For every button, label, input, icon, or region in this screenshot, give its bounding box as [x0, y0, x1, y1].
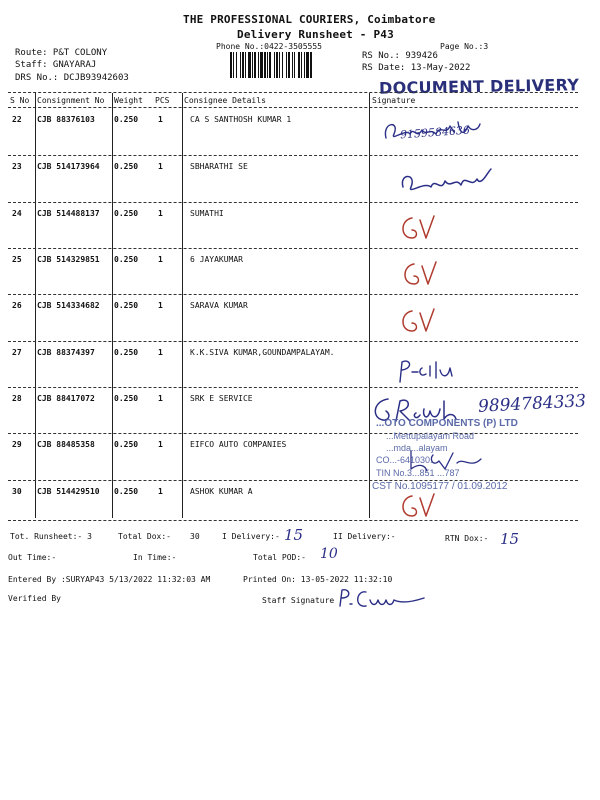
stamp-line-2: ...mda...alayam	[386, 443, 448, 453]
tot-runsheet: Tot. Runsheet:- 3	[10, 532, 92, 541]
signature-row-23	[395, 163, 505, 203]
rtn-dox-label: RTN Dox:-	[445, 534, 489, 543]
row-sno: 24	[12, 209, 22, 218]
rtn-dox-value: 15	[500, 530, 520, 548]
row-consignee: CA S SANTHOSH KUMAR 1	[190, 115, 292, 124]
route-label: Route: P&T COLONY	[15, 48, 108, 58]
total-dox-value: 30	[190, 532, 200, 541]
col-sno: S No	[10, 96, 30, 105]
handwritten-phone-row-22: 9159584636	[399, 123, 471, 142]
row-consignee: K.K.SIVA KUMAR,GOUNDAMPALAYAM.	[190, 348, 335, 357]
row-weight: 0.250	[114, 115, 139, 124]
row-consignment: CJB 88417072	[37, 394, 95, 403]
row-consignee: 6 JAYAKUMAR	[190, 255, 243, 264]
row-weight: 0.250	[114, 348, 139, 357]
col-signature: Signature	[372, 96, 416, 105]
signature-row-26	[398, 305, 438, 337]
row-weight: 0.250	[114, 209, 139, 218]
row-consignment: CJB 514488137	[37, 209, 100, 218]
verified-by: Verified By	[8, 594, 61, 603]
row-consignment: CJB 514173964	[37, 162, 100, 171]
row-consignee: SRK E SERVICE	[190, 394, 253, 403]
total-pod-value: 10	[320, 546, 338, 562]
row-consignment: CJB 88485358	[37, 440, 95, 449]
row-pcs: 1	[158, 440, 163, 449]
row-sno: 28	[12, 394, 22, 403]
printed-on: Printed On: 13-05-2022 11:32:10	[243, 575, 393, 584]
signature-row-25	[400, 258, 440, 290]
company-title: THE PROFESSIONAL COURIERS, Coimbatore	[183, 13, 436, 26]
out-time: Out Time:-	[8, 553, 57, 562]
barcode	[230, 52, 354, 78]
total-pod-label: Total POD:-	[253, 553, 306, 562]
row-sno: 26	[12, 301, 22, 310]
rs-date: RS Date: 13-May-2022	[362, 63, 471, 73]
stamp-tin: TIN No.3...851 ...787	[376, 468, 460, 478]
row-pcs: 1	[158, 301, 163, 310]
row-pcs: 1	[158, 487, 163, 496]
signature-row-27	[396, 356, 476, 386]
runsheet-title: Delivery Runsheet - P43	[237, 28, 394, 41]
row-pcs: 1	[158, 209, 163, 218]
stamp-line-1: ...Mettupalayam Road	[386, 431, 475, 441]
row-sno: 29	[12, 440, 22, 449]
staff-signature	[336, 586, 436, 612]
row-sno: 22	[12, 115, 22, 124]
row-consignee: SUMATHI	[190, 209, 224, 218]
total-dox-label: Total Dox:-	[118, 532, 171, 541]
row-consignee: EIFCO AUTO COMPANIES	[190, 440, 287, 449]
row-sno: 27	[12, 348, 22, 357]
row-consignment: CJB 514334682	[37, 301, 100, 310]
row-pcs: 1	[158, 162, 163, 171]
row-consignment: CJB 514329851	[37, 255, 100, 264]
row-sno: 23	[12, 162, 22, 171]
signature-row-29	[405, 445, 495, 475]
row-consignee: SARAVA KUMAR	[190, 301, 248, 310]
in-time: In Time:-	[133, 553, 177, 562]
i-delivery-label: I Delivery:-	[222, 532, 280, 541]
col-consignee: Consignee Details	[184, 96, 266, 105]
drs-number: DRS No.: DCJB93942603	[15, 73, 129, 83]
document-delivery-stamp: DOCUMENT DELIVERY	[378, 75, 580, 98]
col-weight: Weight	[114, 96, 143, 105]
phone-number: Phone No.:0422-3505555	[216, 42, 322, 51]
rs-number: RS No.: 939426	[362, 51, 438, 61]
ii-delivery-label: II Delivery:-	[333, 532, 396, 541]
page-number: Page No.:3	[440, 42, 489, 51]
row-pcs: 1	[158, 348, 163, 357]
row-sno: 30	[12, 487, 22, 496]
row-weight: 0.250	[114, 394, 139, 403]
row-weight: 0.250	[114, 162, 139, 171]
staff-signature-label: Staff Signature	[262, 596, 335, 605]
row-consignment: CJB 514429510	[37, 487, 100, 496]
row-weight: 0.250	[114, 255, 139, 264]
i-delivery-value: 15	[284, 526, 304, 544]
row-consignee: SBHARATHI SE	[190, 162, 248, 171]
row-weight: 0.250	[114, 301, 139, 310]
row-consignee: ASHOK KUMAR A	[190, 487, 253, 496]
stamp-line-3: CO...-641030.	[376, 455, 433, 465]
col-consignment: Consignment No	[37, 96, 105, 105]
signature-row-24	[398, 212, 438, 244]
row-pcs: 1	[158, 115, 163, 124]
stamp-cst: CST No.1095177 / 01.09.2012	[372, 481, 508, 492]
stamp-company-name: ...OTO COMPONENTS (P) LTD	[376, 418, 518, 429]
handwritten-phone-row-28: 9894784333	[477, 391, 587, 417]
row-pcs: 1	[158, 394, 163, 403]
row-sno: 25	[12, 255, 22, 264]
col-pcs: PCS	[155, 96, 170, 105]
entered-by: Entered By :SURYAP43 5/13/2022 11:32:03 AM	[8, 575, 211, 584]
barcode-bar	[312, 52, 313, 78]
row-consignment: CJB 88376103	[37, 115, 95, 124]
row-pcs: 1	[158, 255, 163, 264]
staff-label: Staff: GNAYARAJ	[15, 60, 97, 70]
row-consignment: CJB 88374397	[37, 348, 95, 357]
row-weight: 0.250	[114, 487, 139, 496]
row-weight: 0.250	[114, 440, 139, 449]
